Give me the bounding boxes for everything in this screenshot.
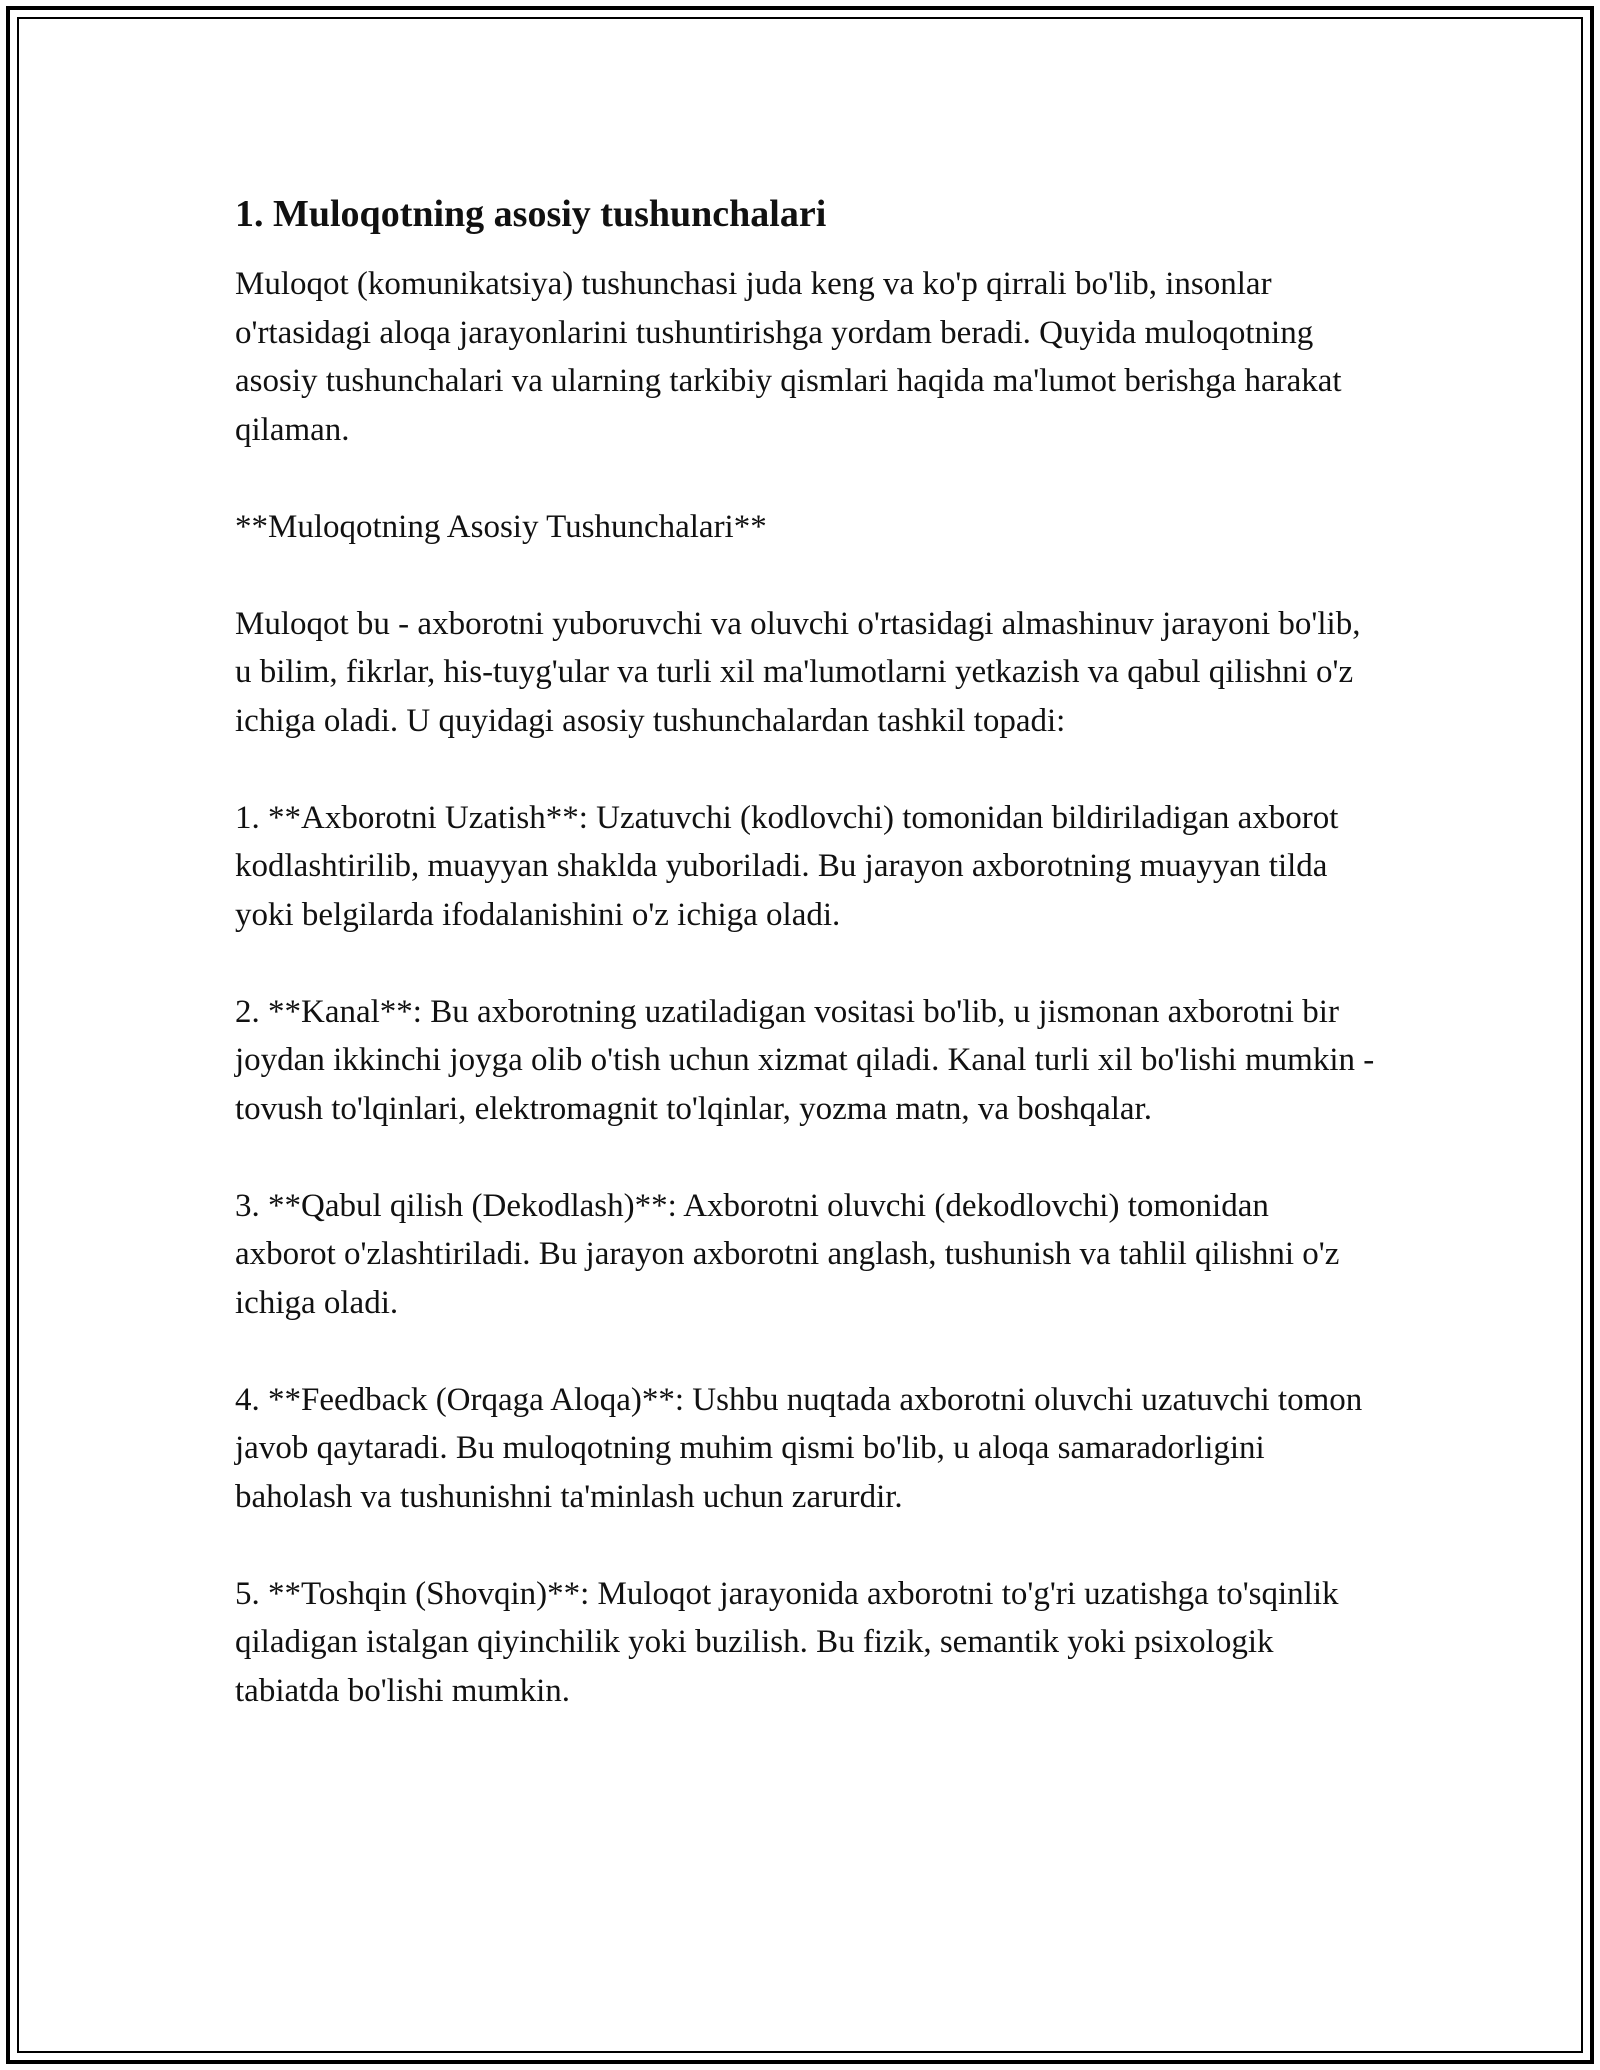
definition-paragraph: Muloqot bu - axborotni yuboruvchi va oluvchi o'rtasidagi almashinuv jarayoni bo'lib, u bilim, fikrlar, his-tuyg'ular va turli xil ma'lumotlarni yetkazish va qabul qilishni o'z ichiga oladi. U quyidagi asosiy tushunchalardan tashkil topadi: [235,605,1361,739]
list-item-channel: 2. **Kanal**: Bu axborotning uzatiladigan vositasi bo'lib, u jismonan axborotni bir joydan ikkinchi joyga olib o'tish uchun xizmat qiladi. Kanal turli xil bo'lishi mumkin - tovush to'lqinlari, elektromagnit to'lqinlar, yozma matn, va boshqalar. [235,993,1375,1127]
document-title: 1. Muloqotning asosiy tushunchalari [235,193,827,235]
section-subheading: **Muloqotning Asosiy Tushunchalari** [235,508,767,545]
document-body [235,188,1375,1764]
list-item-feedback: 4. **Feedback (Orqaga Aloqa)**: Ushbu nuqtada axborotni oluvchi uzatuvchi tomon javob qaytaradi. Bu muloqotning muhim qismi bo'lib, u aloqa samaradorligini baholash va tushunishni ta'minlash uchun zarurdir. [235,1381,1363,1515]
list-item-decoding: 3. **Qabul qilish (Dekodlash)**: Axborotni oluvchi (dekodlovchi) tomonidan axborot o'zlashtiriladi. Bu jarayon axborotni anglash, tushunish va tahlil qilishni o'z ichiga oladi. [235,1187,1340,1321]
list-item-transmission: 1. **Axborotni Uzatish**: Uzatuvchi (kodlovchi) tomonidan bildiriladigan axborot kodlashtirilib, muayyan shaklda yuboriladi. Bu jarayon axborotning muayyan tilda yoki belgilarda ifodalanishini o'z ichiga oladi. [235,799,1339,933]
intro-paragraph: Muloqot (komunikatsiya) tushunchasi juda keng va ko'p qirrali bo'lib, insonlar o'rtasidagi aloqa jarayonlarini tushuntirishga yordam beradi. Quyida muloqotning asosiy tushunchalari va ularning tarkibiy qismlari haqida ma'lumot berishga harakat qilaman. [235,266,1342,448]
list-item-noise: 5. **Toshqin (Shovqin)**: Muloqot jarayonida axborotni to'g'ri uzatishga to'sqinlik qiladigan istalgan qiyinchilik yoki buzilish. Bu fizik, semantik yoki psixologik tabiatda bo'lishi mumkin. [235,1575,1339,1709]
